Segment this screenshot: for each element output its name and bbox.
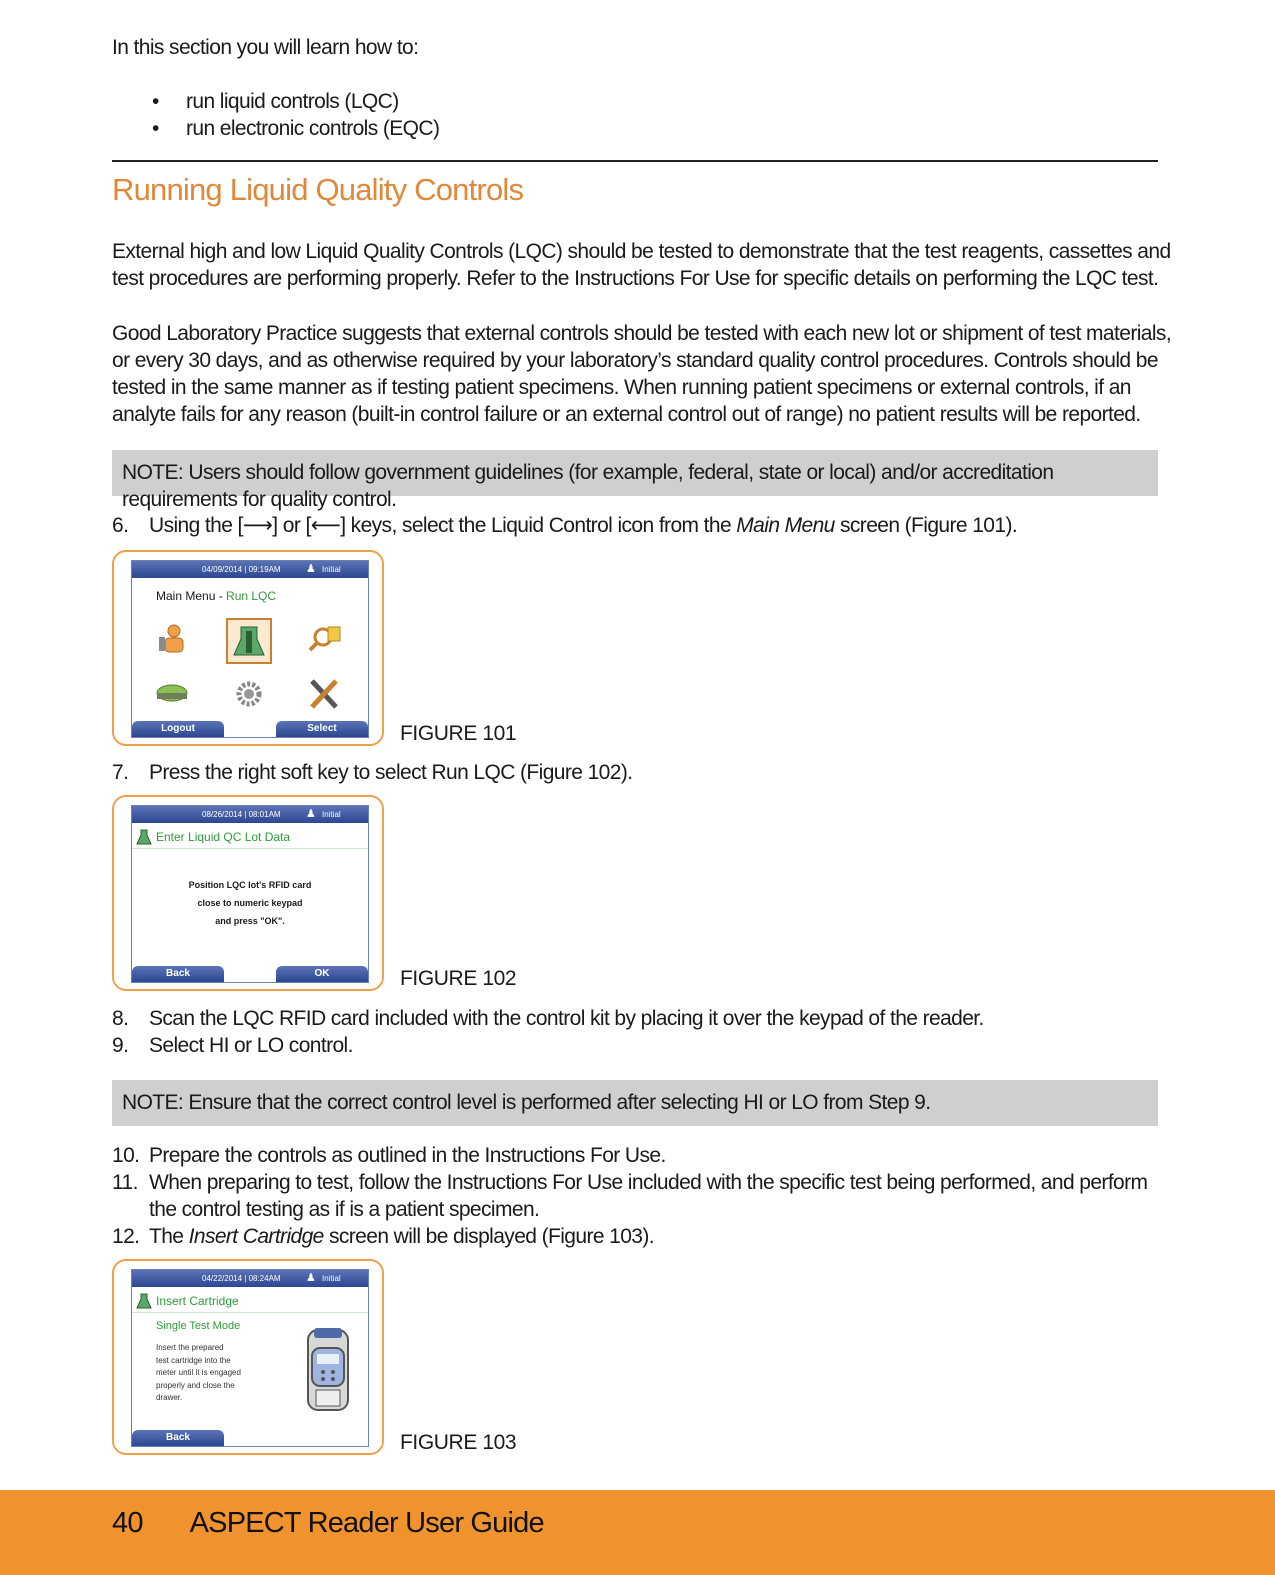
figure-103-label: FIGURE 103 bbox=[400, 1431, 517, 1454]
step-number: 12. bbox=[112, 1225, 140, 1248]
datetime: 04/09/2014 | 09:19AM bbox=[202, 565, 281, 574]
back-softkey[interactable]: Back bbox=[132, 1430, 224, 1446]
figure-102-device bbox=[112, 795, 384, 991]
screen-header bbox=[132, 826, 368, 849]
step-number: 11. bbox=[112, 1171, 138, 1194]
screen-header bbox=[132, 1290, 368, 1313]
user-icon: ♟ bbox=[306, 808, 316, 820]
user-icon: ♟ bbox=[306, 1272, 316, 1284]
user-icon: ♟ bbox=[306, 563, 316, 575]
step-text: Prepare the controls as outlined in the Instructions For Use. bbox=[149, 1144, 666, 1167]
paragraph-lqc-intro: External high and low Liquid Quality Controls (LQC) should be tested to demonstrate that the test reagents, cassettes and test procedures are performing properly. Refer to the Instructions For Use for specific details on performing the LQC test. bbox=[112, 240, 1171, 290]
intro-text: In this section you will learn how to: bbox=[112, 36, 419, 59]
list-item: • run liquid controls (LQC) bbox=[152, 88, 439, 115]
back-softkey[interactable]: Back bbox=[132, 966, 224, 982]
step-text: When preparing to test, follow the Instructions For Use included with the specific test being performed, and perform the control testing as if is a patient specimen. bbox=[149, 1171, 1148, 1221]
screen-title: Enter Liquid QC Lot Data bbox=[156, 830, 291, 844]
figure-103-device bbox=[112, 1259, 384, 1455]
step-text-end: screen (Figure 101). bbox=[834, 514, 1018, 537]
step-number: 10. bbox=[112, 1144, 140, 1167]
screen-title: Insert Cartridge bbox=[156, 1294, 239, 1308]
step-text: Using the [⟶] or [⟵] keys, select the Liquid Control icon from the bbox=[149, 514, 737, 537]
logout-softkey[interactable]: Logout bbox=[132, 721, 224, 737]
search-results-icon[interactable] bbox=[310, 627, 340, 650]
figure-101-label: FIGURE 101 bbox=[400, 722, 517, 745]
liquid-control-icon bbox=[136, 829, 152, 845]
gear-icon[interactable] bbox=[239, 684, 259, 704]
step-emphasis: Insert Cartridge bbox=[188, 1225, 324, 1248]
page-footer bbox=[112, 1507, 544, 1540]
device-screen bbox=[131, 805, 369, 983]
note-box: NOTE: Users should follow government guidelines (for example, federal, state or local) and/or accreditation requirements for quality control. bbox=[112, 450, 1158, 496]
figure-101-device bbox=[112, 550, 384, 746]
section-heading: Running Liquid Quality Controls bbox=[112, 172, 524, 207]
datetime: 04/22/2014 | 08:24AM bbox=[202, 1274, 281, 1283]
note-box: NOTE: Ensure that the correct control level is performed after selecting HI or LO from Step 9. bbox=[112, 1080, 1158, 1126]
datetime: 08/26/2014 | 08:01AM bbox=[202, 810, 281, 819]
objective-list bbox=[152, 88, 439, 142]
status-bar bbox=[132, 806, 368, 823]
device-screen bbox=[131, 1269, 369, 1447]
liquid-control-icon bbox=[136, 1293, 152, 1309]
status-bar bbox=[132, 561, 368, 578]
page-number: 40 bbox=[112, 1507, 143, 1539]
step-text: Press the right soft key to select Run LQC (Figure 102). bbox=[149, 761, 633, 784]
tools-icon[interactable] bbox=[312, 681, 336, 707]
step-number: 7. bbox=[112, 761, 129, 784]
figure-102-label: FIGURE 102 bbox=[400, 967, 517, 990]
status-bar bbox=[132, 1270, 368, 1287]
document-title: ASPECT Reader User Guide bbox=[189, 1507, 544, 1539]
step-text: The bbox=[149, 1225, 189, 1248]
paragraph-good-lab-practice: Good Laboratory Practice suggests that external controls should be tested with each new lot or shipment of test materials, or every 30 days, and as otherwise required by your laboratory’s standard quality control procedures. Controls should be tested in the same manner as if testing patient specimens. When running patient specimens or external controls, if an analyte fails for any reason (built-in control failure or an external control out of range) no patient results will be reported. bbox=[112, 322, 1172, 426]
step-emphasis: Main Menu bbox=[736, 514, 835, 537]
menu-icon-grid bbox=[132, 609, 368, 721]
user-label: Initial bbox=[322, 565, 341, 574]
user-label: Initial bbox=[322, 1274, 341, 1283]
screen-instructions: Position LQC lot's RFID card close to numeric keypad and press "OK". bbox=[188, 880, 312, 926]
step-number: 9. bbox=[112, 1034, 129, 1057]
select-softkey[interactable]: Select bbox=[276, 721, 368, 737]
ok-softkey[interactable]: OK bbox=[276, 966, 368, 982]
section-divider bbox=[112, 160, 1158, 162]
screen-title: Main Menu - Run LQC bbox=[156, 589, 277, 603]
device-screen bbox=[131, 560, 369, 738]
step-text: Scan the LQC RFID card included with the control kit by placing it over the keypad of the reader. bbox=[149, 1007, 984, 1030]
step-text-end: screen will be displayed (Figure 103). bbox=[323, 1225, 655, 1248]
screen-instructions: Insert the prepared test cartridge into the meter until it is engaged properly and close the drawer. bbox=[156, 1343, 241, 1402]
step-text: Select HI or LO control. bbox=[149, 1034, 353, 1057]
list-item: • run electronic controls (EQC) bbox=[152, 115, 439, 142]
reader-device-icon bbox=[300, 1326, 356, 1416]
patient-test-icon[interactable] bbox=[159, 625, 183, 652]
liquid-control-icon[interactable] bbox=[227, 619, 271, 663]
user-label: Initial bbox=[322, 810, 341, 819]
screen-subtitle: Single Test Mode bbox=[156, 1320, 241, 1332]
step-number: 8. bbox=[112, 1007, 129, 1030]
step-number: 6. bbox=[112, 514, 129, 537]
cartridge-icon[interactable] bbox=[157, 685, 187, 701]
